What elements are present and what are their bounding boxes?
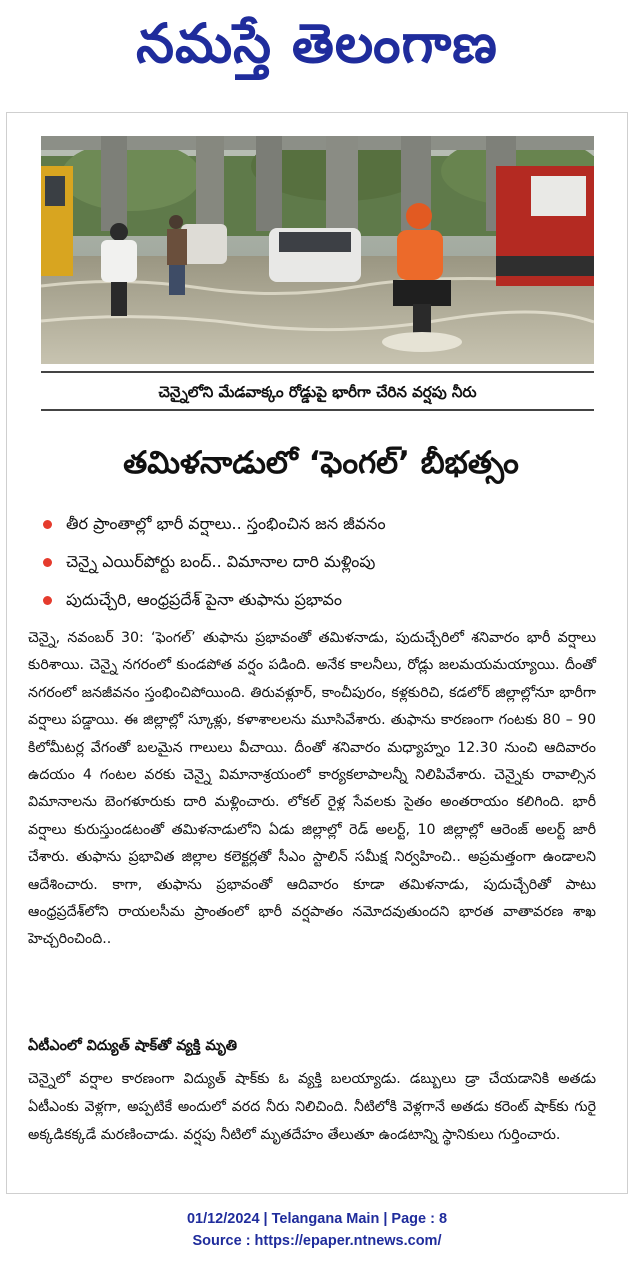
headline: తమిళనాడులో ‘ఫెంగల్’ బీభత్సం	[123, 445, 519, 481]
article-body-2	[28, 1065, 596, 1149]
footer-source: Source : https://epaper.ntnews.com/	[192, 1233, 442, 1249]
bullet-dot-icon	[43, 558, 52, 567]
news-photo	[41, 136, 594, 364]
highlight-item	[41, 543, 601, 581]
article-body	[28, 625, 596, 954]
photo-caption: చెన్నైలోని మేడవాక్కం రోడ్డుపై భారీగా చేరిన వర్షపు నీరు	[41, 371, 594, 411]
highlight-item	[41, 505, 601, 543]
article-clipping	[6, 112, 628, 1194]
bullet-dot-icon	[43, 520, 52, 529]
footer-edition-info: 01/12/2024 | Telangana Main | Page : 8	[186, 1211, 448, 1227]
bullet-dot-icon	[43, 596, 52, 605]
article-subhead: ఏటీఎంలో విద్యుత్ షాక్‌తో వ్యక్తి మృతి	[28, 1038, 238, 1054]
masthead-title: నమస్తే తెలంగాణ	[136, 12, 498, 75]
article-paragraph: చెన్నైలో వర్షాల కారణంగా విద్యుత్ షాక్‌కు ఓ వ్యక్తి బలయ్యాడు. డబ్బులు డ్రా చేయడానికి అతడు ఏటీఎంకు వెళ్లగా, అప్పటికే అందులో వరద నీరు నిలిచింది. నీటిలోకి వెళ్లగానే అతడు కరెంట్ షాక్‌కు గురై అక్కడికక్కడే మరణించాడు. వర్షపు నీటిలో మృతదేహం తేలుతూ ఉండటాన్ని స్థానికులు గుర్తించారు.	[28, 1071, 596, 1143]
article-paragraph: చెన్నై, నవంబర్ 30: ‘ఫెంగల్’ తుఫాను ప్రభావంతో తమిళనాడు, పుదుచ్చేరిలో శనివారం భారీ వర్షాలు కురిశాయి. చెన్నై నగరంలో కుండపోత వర్షం పడింది. అనేక కాలనీలు, రోడ్లు జలమయమయ్యాయి. దీంతో నగరంలో జనజీవనం స్తంభించిపోయింది. తిరువళ్లూర్, కాంచీపురం, కళ్లకురిచి, కడలోర్ జిల్లాల్లోనూ భారీగా వర్షాలు పడ్డాయి. ఈ జిల్లాల్లో స్కూళ్లు, కళాశాలలను మూసివేశారు. తుఫాను కారణంగా గంటకు 80 – 90 కిలోమీటర్ల వేగంతో బలమైన గాలులు వీచాయి. దీంతో శనివారం మధ్యాహ్నం 12.30 నుంచి ఆదివారం ఉదయం 4 గంటల వరకు చెన్నై విమానాశ్రయంలో కార్యకలాపాలన్నీ నిలిపివేశారు. చెన్నైకు రావాల్సిన విమానాలను బెంగళూరుకు దారి మళ్లించారు. లోకల్ రైళ్ల సేవలకు సైతం అంతరాయం కలిగింది. భారీ వర్షాలు కురుస్తుండటంతో తమిళనాడులోని ఏడు జిల్లాల్లో రెడ్ అలర్ట్, 10 జిల్లాల్లో ఆరెంజ్ అలర్ట్ జారీ చేశారు. తుఫాను ప్రభావిత జిల్లాల కలెక్టర్లతో సీఎం స్టాలిన్ సమీక్ష నిర్వహించి.. అప్రమత్తంగా ఉండాలని ఆదేశించారు. కాగా, తుఫాను ప్రభావంతో ఆదివారం కూడా తమిళనాడు, పుదుచ్చేరితో పాటు ఆంధ్రప్రదేశ్‌లోని రాయలసీమ ప్రాంతంలో భారీ వర్షపాతం నమోదవుతుందని భారత వాతావరణ శాఖ హెచ్చరించింది..	[28, 630, 596, 948]
highlight-item	[41, 581, 601, 619]
highlight-text: తీర ప్రాంతాల్లో భారీ వర్షాలు.. స్తంభించిన జన జీవనం	[66, 514, 386, 533]
page-footer	[0, 1208, 634, 1252]
highlight-text: పుదుచ్చేరి, ఆంధ్రప్రదేశ్ పైనా తుఫాను ప్రభావం	[66, 590, 343, 609]
highlights-list	[41, 505, 601, 619]
masthead-logo	[0, 8, 634, 80]
highlight-text: చెన్నై ఎయిర్‌పోర్టు బంద్.. విమానాల దారి మళ్లింపు	[66, 552, 376, 571]
